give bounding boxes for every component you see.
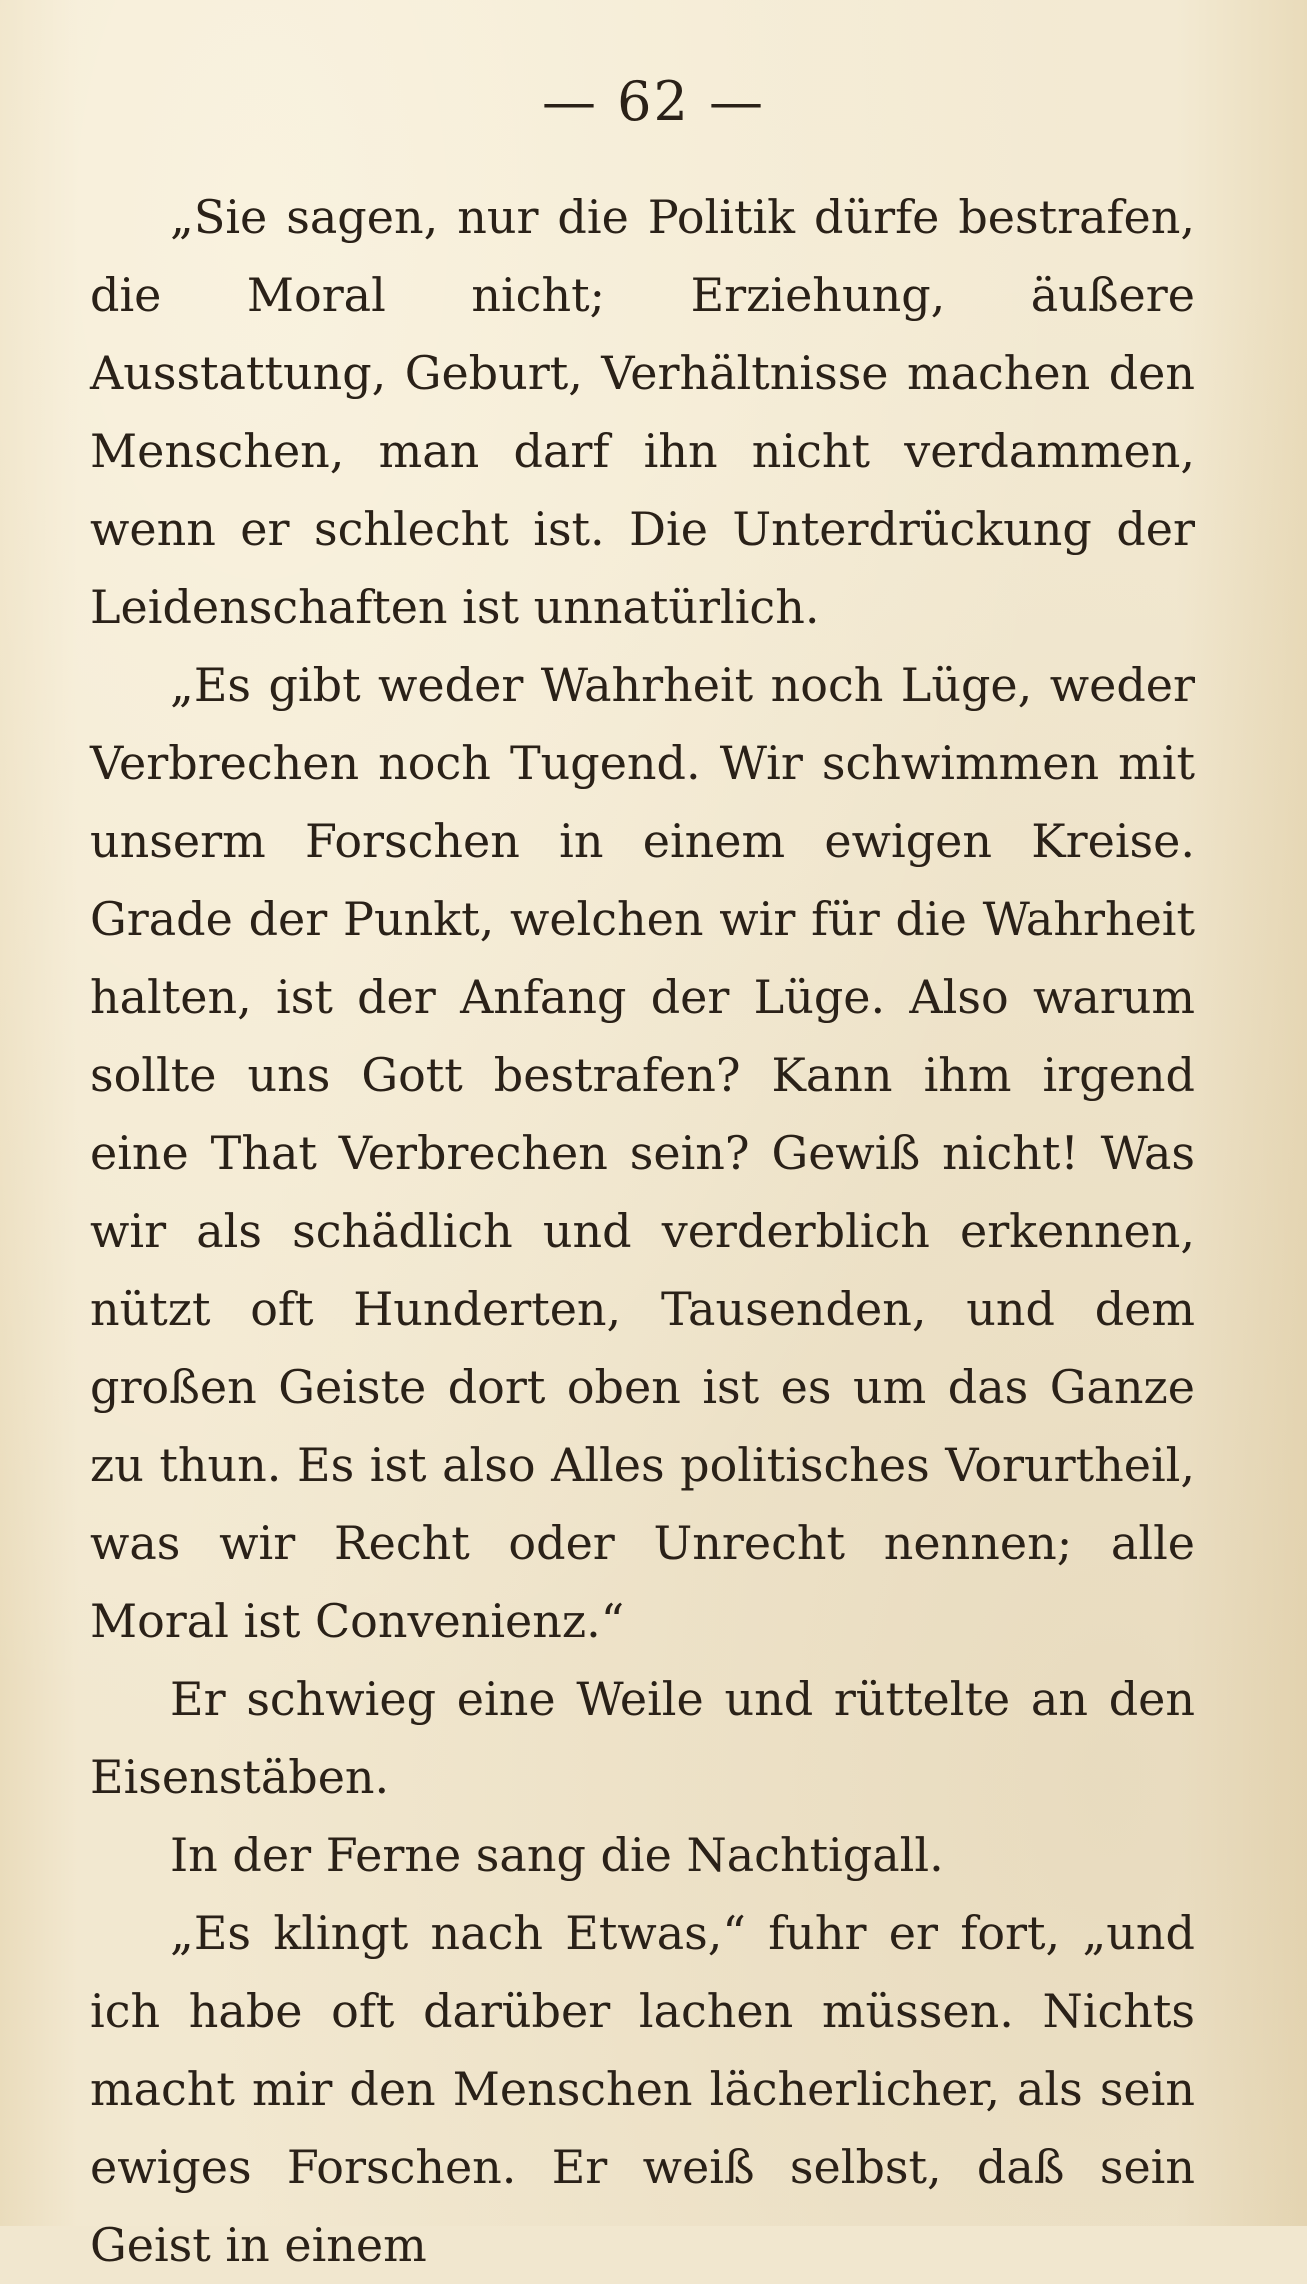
paragraph-4: In der Ferne sang die Nachtigall. xyxy=(170,1828,944,1882)
page-number: — 62 — xyxy=(541,70,766,133)
paragraph-3: Er schwieg eine Weile und rüttelte an den Eisenstäben. xyxy=(90,1672,1195,1804)
paragraph-5: „Es klingt nach Etwas,“ fuhr er fort, „und ich habe oft darüber lachen müssen. Nichts macht mir den Menschen lächerlicher, als sein ewiges Forschen. Er weiß selbst, daß sein Geist in einem xyxy=(90,1906,1195,2272)
paragraph-2: „Es gibt weder Wahrheit noch Lüge, weder Verbrechen noch Tugend. Wir schwimmen mit unserm Forschen in einem ewigen Kreise. Grade der Punkt, welchen wir für die Wahrheit halten, ist der Anfang der Lüge. Also warum sollte uns Gott bestrafen? Kann ihm irgend eine That Verbrechen sein? Gewiß nicht! Was wir als schädlich und verderblich erkennen, nützt oft Hunderten, Tausenden, und dem großen Geiste dort oben ist es um das Ganze zu thun. Es ist also Alles politisches Vorurtheil, was wir Recht oder Unrecht nennen; alle Moral ist Convenienz.“ xyxy=(90,658,1195,1648)
paragraph-1: „Sie sagen, nur die Politik dürfe bestrafen, die Moral nicht; Erziehung, äußere Ausstattung, Geburt, Verhältnisse machen den Menschen, man darf ihn nicht verdammen, wenn er schlecht ist. Die Unterdrückung der Leidenschaften ist unnatürlich. xyxy=(90,190,1195,634)
body-text xyxy=(90,178,1195,2284)
